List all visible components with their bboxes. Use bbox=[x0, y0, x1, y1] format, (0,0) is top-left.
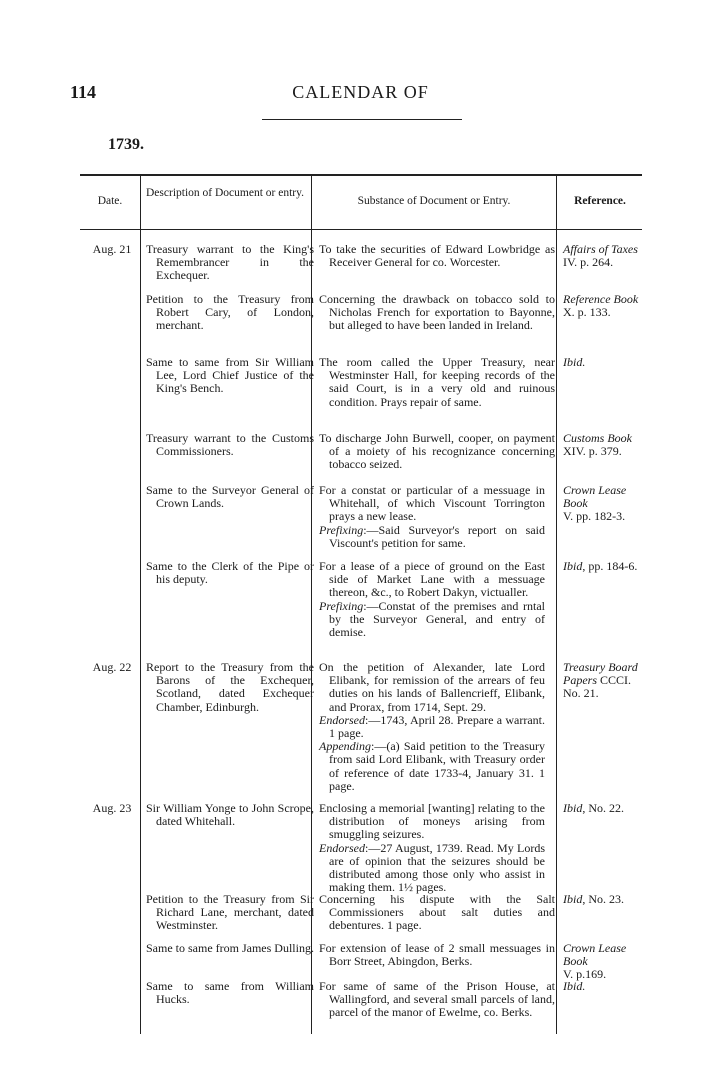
row-description: Same to the Surveyor General of Crown Lands. bbox=[146, 483, 314, 511]
row-description: Same to the Clerk of the Pipe or his deputy. bbox=[146, 559, 314, 587]
substance-note bbox=[319, 600, 545, 640]
row-reference bbox=[563, 893, 647, 906]
reference-plain: , pp. 184-6. bbox=[582, 559, 638, 573]
reference-plain: XIV. p. 379. bbox=[563, 444, 622, 459]
row-description: Treasury warrant to the Customs Commissioners. bbox=[146, 431, 314, 459]
row-date: Aug. 21 bbox=[92, 242, 132, 256]
row-description: Petition to the Treasury from Sir Richard Lane, merchant, dated Westminster. bbox=[146, 892, 314, 933]
row-reference bbox=[563, 243, 647, 269]
reference-plain: , No. 22. bbox=[582, 801, 625, 815]
header-rule bbox=[262, 119, 462, 120]
header-reference: Reference. bbox=[574, 195, 626, 207]
header-date: Date. bbox=[97, 195, 123, 207]
row-date: Aug. 23 bbox=[92, 801, 132, 815]
reference-plain: CCCI. No. 21. bbox=[563, 673, 632, 701]
row-description: Sir William Yonge to John Scrope, dated Whitehall. bbox=[146, 801, 314, 829]
row-reference bbox=[563, 942, 647, 982]
row-reference bbox=[563, 432, 647, 458]
row-description: Same to same from William Hucks. bbox=[146, 979, 314, 1007]
reference-italic: Treasury Board Papers bbox=[563, 660, 638, 688]
table-top-rule bbox=[80, 174, 642, 176]
substance-text: For a lease of a piece of ground on the East side of Market Lane with a messuage thereon, &c., to Robert Dakyn, victualler. bbox=[319, 559, 545, 600]
row-substance: For same of same of the Prison House, at Wallingford, and several small parcels of land, parcel of the manor of Ewelme, co. Berks. bbox=[319, 979, 555, 1020]
row-reference bbox=[563, 560, 647, 573]
row-substance: Concerning his dispute with the Salt Commissioners about salt duties and debentures. 1 page. bbox=[319, 892, 555, 933]
note-label: Endorsed bbox=[319, 712, 365, 727]
row-substance: For extension of lease of 2 small messuages in Borr Street, Abingdon, Berks. bbox=[319, 941, 555, 969]
column-rule bbox=[140, 174, 141, 1034]
reference-plain: , No. 23. bbox=[582, 892, 625, 906]
substance-text: For a constat or particular of a messuage in Whitehall, of which Viscount Torrington prays a new lease. bbox=[319, 483, 545, 524]
row-substance: To discharge John Burwell, cooper, on payment of a moiety of his recognizance concerning tobacco seized. bbox=[319, 431, 555, 472]
row-substance bbox=[319, 802, 545, 894]
reference-italic: Ibid bbox=[563, 559, 583, 573]
reference-italic: Affairs of Taxes bbox=[563, 242, 638, 256]
row-substance bbox=[319, 661, 545, 793]
reference-italic: Ibid. bbox=[563, 355, 586, 369]
substance-text: Enclosing a memorial [wanting] relating to the distribution of moneys arising from smuggling seizures. bbox=[319, 801, 545, 842]
reference-plain: X. p. 133. bbox=[563, 305, 611, 320]
row-date: Aug. 22 bbox=[92, 660, 132, 674]
reference-plain: IV. p. 264. bbox=[563, 255, 614, 270]
row-description: Petition to the Treasury from Robert Cary, of London, merchant. bbox=[146, 292, 314, 333]
note-text: :—(a) Said petition to the Treasury from said Lord Elibank, with Treasury order of reference of date 1733-4, January 31. 1 page. bbox=[329, 739, 545, 793]
running-title: CALENDAR OF bbox=[292, 82, 429, 102]
row-substance: Concerning the drawback on tobacco sold to Nicholas French for exportation to Bayonne, but alleged to have been landed in Ireland. bbox=[319, 292, 555, 333]
year-heading: 1739. bbox=[108, 136, 144, 153]
note-text: :—1743, April 28. Prepare a warrant. 1 page. bbox=[329, 712, 545, 741]
row-description: Report to the Treasury from the Barons of the Exchequer, Scotland, dated Exchequer Chamber, Edinburgh. bbox=[146, 660, 314, 714]
note-text: :—Constat of the premises and rntal by the Surveyor General, and entry of demise. bbox=[329, 598, 545, 640]
note-label: Appending bbox=[319, 739, 371, 754]
page-number: 114 bbox=[70, 82, 97, 102]
note-text: :—Said Surveyor's report on said Viscount's petition for same. bbox=[329, 522, 545, 550]
reference-italic: Reference Book bbox=[563, 292, 639, 306]
substance-text: On the petition of Alexander, late Lord Elibank, for remission of the arrears of feu duties on his lands of Ballencrieff, Elibank, and Prorax, from 1714, Sept. 29. bbox=[319, 660, 545, 714]
reference-italic: Customs Book bbox=[563, 431, 632, 445]
row-substance: To take the securities of Edward Lowbridge as Receiver General for co. Worcester. bbox=[319, 242, 555, 270]
note-label: Prefixing bbox=[319, 522, 364, 537]
row-substance bbox=[319, 560, 545, 639]
note-label: Prefixing bbox=[319, 598, 364, 613]
row-reference bbox=[563, 980, 647, 993]
row-description: Same to same from Sir William Lee, Lord Chief Justice of the King's Bench. bbox=[146, 355, 314, 396]
row-description: Same to same from James Dulling. bbox=[146, 941, 314, 955]
row-reference bbox=[563, 802, 647, 815]
row-reference bbox=[563, 293, 647, 319]
reference-italic: Crown Lease Book bbox=[563, 483, 627, 511]
row-reference bbox=[563, 356, 647, 369]
row-reference bbox=[563, 484, 647, 524]
header-description: Description of Document or entry. bbox=[146, 187, 304, 199]
note-label: Endorsed bbox=[319, 840, 365, 855]
header-substance: Substance of Document or Entry. bbox=[357, 195, 511, 207]
substance-note bbox=[319, 740, 545, 793]
reference-italic: Ibid bbox=[563, 801, 583, 815]
substance-note bbox=[319, 714, 545, 740]
reference-italic: Ibid. bbox=[563, 979, 586, 993]
reference-italic: Ibid bbox=[563, 892, 583, 906]
substance-note bbox=[319, 524, 545, 550]
substance-note bbox=[319, 842, 545, 895]
reference-italic: Crown Lease Book bbox=[563, 941, 627, 969]
row-substance bbox=[319, 484, 545, 550]
row-reference bbox=[563, 661, 647, 701]
reference-plain: V. p.169. bbox=[563, 967, 607, 982]
row-substance: The room called the Upper Treasury, near Westminster Hall, for keeping records of the said Court, is in a very old and ruinous condition. Prays repair of same. bbox=[319, 355, 555, 409]
table-header-rule bbox=[80, 229, 642, 230]
row-description: Treasury warrant to the King's Remembrancer in the Exchequer. bbox=[146, 242, 314, 283]
note-text: :—27 August, 1739. Read. My Lords are of opinion that the seizures should be distributed among those only who assist in making them. 1½ pages. bbox=[329, 840, 545, 895]
column-rule bbox=[556, 174, 557, 1034]
reference-plain: V. pp. 182-3. bbox=[563, 509, 626, 524]
